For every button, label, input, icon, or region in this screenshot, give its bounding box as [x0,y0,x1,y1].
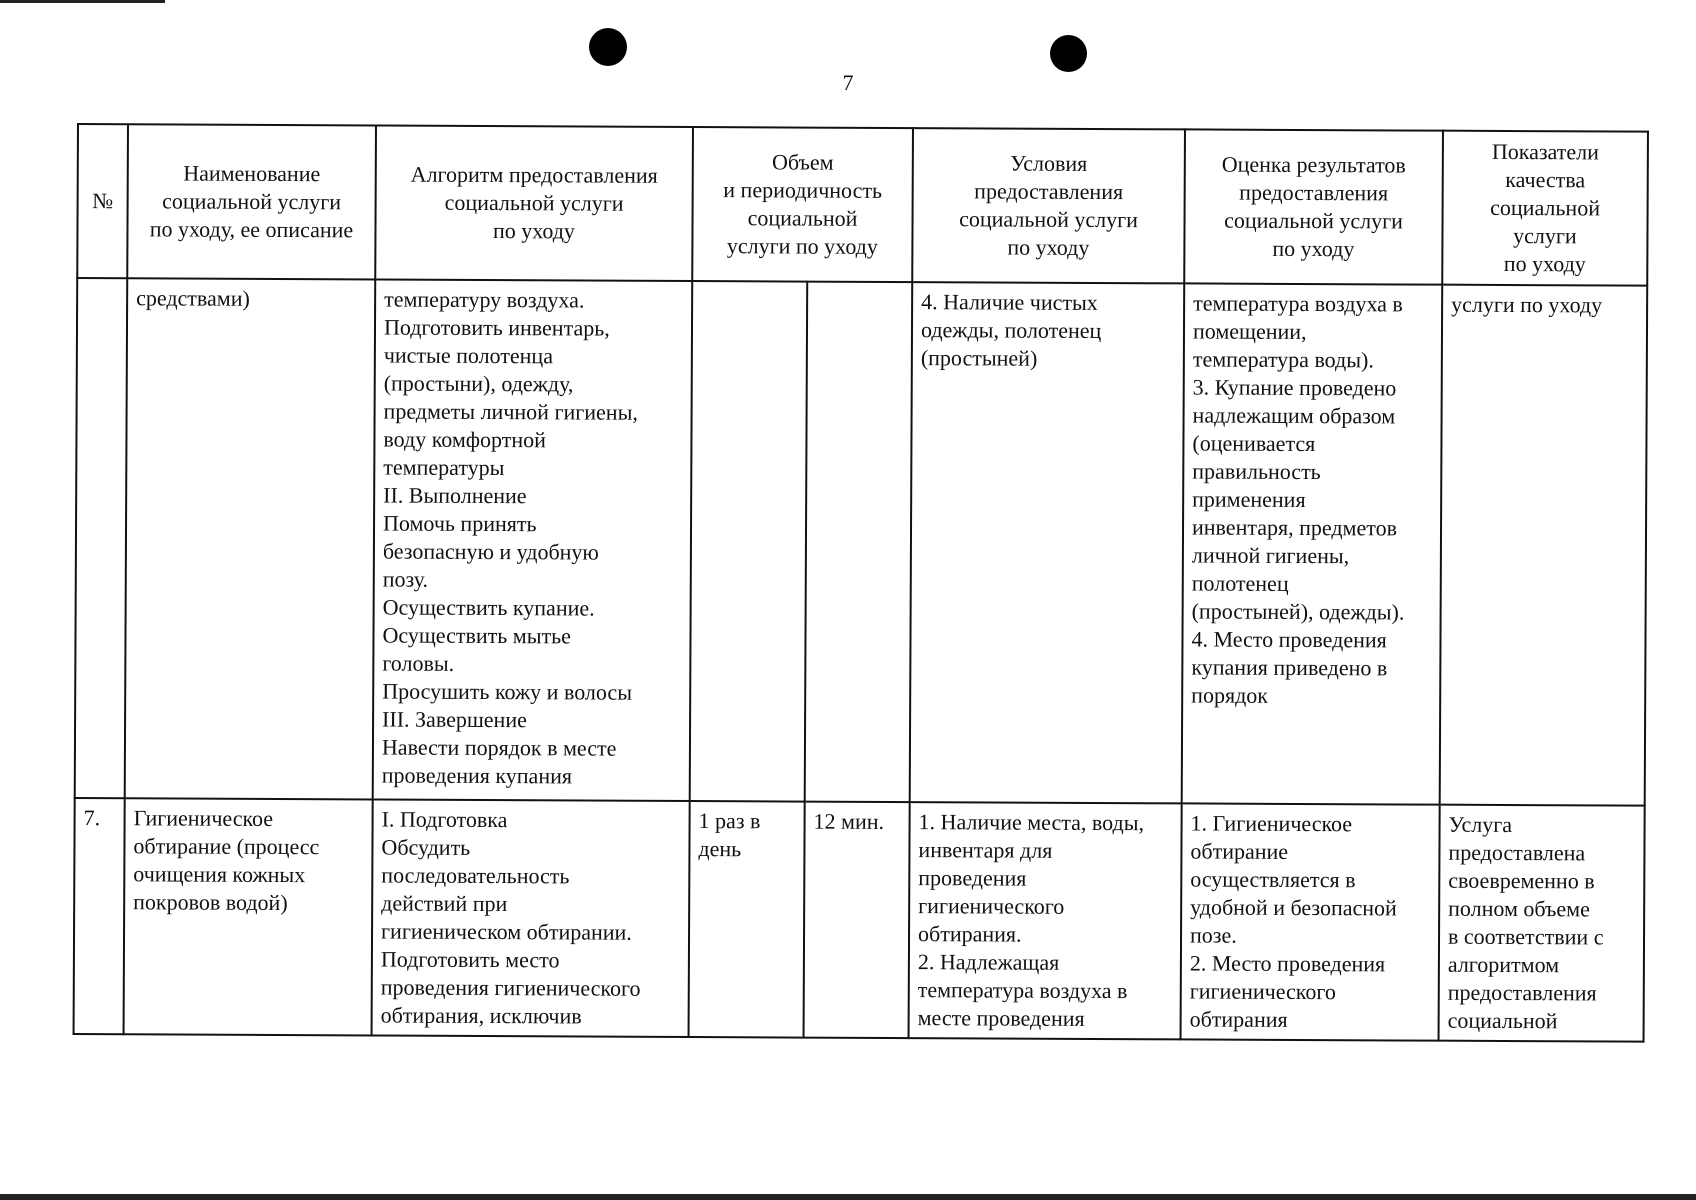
punch-hole-right [1050,35,1087,72]
table-row [74,798,1645,1042]
table-row [75,278,1648,806]
scan-edge-mark-top [0,0,165,3]
page-number: 7 [842,70,854,95]
quality-cell: услуги по уходу [1440,285,1648,806]
header-number: № [77,124,128,278]
header-conditions: Условия предоставления социальной услуги по уходу [912,128,1185,283]
row-number-cell: 7. [74,798,125,1034]
service-name-cell: средствами) [125,278,376,799]
header-evaluation: Оценка результатов предоставления социальной услуги по уходу [1184,129,1443,284]
services-table [73,123,1649,1043]
header-algorithm: Алгоритм предоставления социальной услуги по уходу [375,125,693,281]
algorithm-cell: температуру воздуха. Подготовить инвентарь, чистые полотенца (простыни), одежду, предметы личной гигиены, воду комфортной температуры II. Выполнение Помочь принять безопасную и удобную позу. Осуществить купание. Осуществить мытье головы. Просушить кожу и волосы III. Завершение Навести порядок в месте проведения купания [373,279,693,801]
table-header-row [77,124,1648,286]
scan-edge-mark-bottom [0,1194,1696,1200]
quality-cell: Услуга предоставлена своевременно в полном объеме в соответствии с алгоритмом предоставления социальной [1439,805,1645,1042]
frequency-cell: 1 раз в день [689,801,805,1038]
duration-cell: 12 мин. [804,802,910,1039]
punch-hole-left [589,28,627,66]
duration-cell [805,282,913,803]
conditions-cell: 4. Наличие чистых одежды, полотенец (простыней) [910,282,1185,803]
evaluation-cell: 1. Гигиеническое обтирание осуществляется в удобной и безопасной позе. 2. Место проведения гигиенического обтирания [1181,803,1440,1040]
service-name-cell: Гигиеническое обтирание (процесс очищения кожных покровов водой) [124,798,373,1035]
evaluation-cell: температура воздуха в помещении, температура воды). 3. Купание проведено надлежащим образом (оценивается правильность применения инвентаря, предметов личной гигиены, полотенец (простыней), одежды). 4. Место проведения купания приведено в порядок [1182,283,1443,804]
algorithm-cell: I. Подготовка Обсудить последовательность действий при гигиеническом обтирании. Подготовить место проведения гигиенического обтирания, исключив [372,799,690,1037]
header-volume-frequency: Объем и периодичность социальной услуги по уходу [692,127,913,282]
header-service-name: Наименование социальной услуги по уходу, ее описание [127,124,376,279]
frequency-cell [690,281,808,802]
header-quality-indicators: Показатели качества социальной услуги по уходу [1442,131,1648,286]
row-number-cell [75,278,128,798]
conditions-cell: 1. Наличие места, воды, инвентаря для проведения гигиенического обтирания. 2. Надлежащая температура воздуха в месте проведения [909,802,1182,1039]
